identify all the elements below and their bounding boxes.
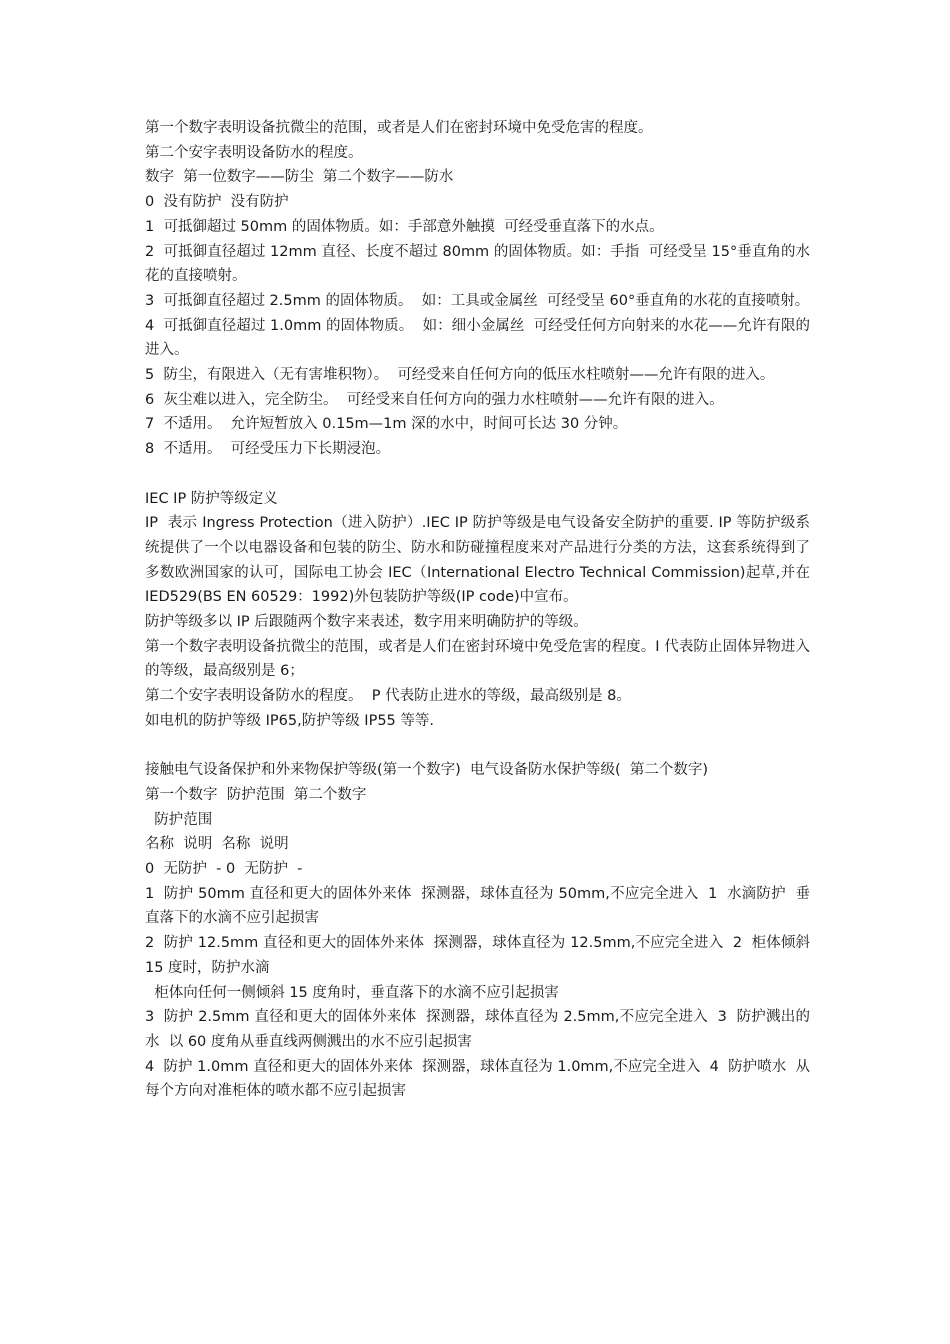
paragraph: 4 可抵御直径超过 1.0mm 的固体物质。 如：细小金属丝 可经受任何方向射来的水花——允许有限的进入。 xyxy=(145,317,810,359)
paragraph: 5 防尘，有限进入（无有害堆积物）。 可经受来自任何方向的低压水柱喷射——允许有限的进入。 xyxy=(145,367,775,384)
section-gap xyxy=(145,462,810,487)
paragraph: 如电机的防护等级 IP65,防护等级 IP55 等等. xyxy=(145,712,434,729)
paragraph: 名称 说明 名称 说明 xyxy=(145,836,289,853)
paragraph: 7 不适用。 允许短暂放入 0.15m—1m 深的水中，时间可长达 30 分钟。 xyxy=(145,416,628,433)
paragraph: 2 可抵御直径超过 12mm 直径、长度不超过 80mm 的固体物质。如：手指 可经受呈 15°垂直角的水花的直接喷射。 xyxy=(145,243,810,285)
section-ip-digit-table xyxy=(145,116,810,462)
paragraph: 数字 第一位数字——防尘 第二个数字——防水 xyxy=(145,169,454,186)
paragraph: 第二个安字表明设备防水的程度。 P 代表防止进水的等级，最高级别是 8。 xyxy=(145,688,631,705)
paragraph: 第一个数字 防护范围 第二个数字 xyxy=(145,786,367,803)
paragraph: 柜体向任何一侧倾斜 15 度角时，垂直落下的水滴不应引起损害 xyxy=(145,984,559,1001)
paragraph: 8 不适用。 可经受压力下长期浸泡。 xyxy=(145,441,391,458)
paragraph: 3 可抵御直径超过 2.5mm 的固体物质。 如：工具或金属丝 可经受呈 60°垂直角的水花的直接喷射。 xyxy=(145,292,810,309)
paragraph: 防护等级多以 IP 后跟随两个数字来表述，数字用来明确防护的等级。 xyxy=(145,614,588,631)
paragraph: 3 防护 2.5mm 直径和更大的固体外来体 探测器，球体直径为 2.5mm,不应完全进入 3 防护溅出的水 以 60 度角从垂直线两侧溅出的水不应引起损害 xyxy=(145,1009,810,1050)
paragraph: 0 无防护 - 0 无防护 - xyxy=(145,861,303,878)
paragraph: 1 防护 50mm 直径和更大的固体外来体 探测器，球体直径为 50mm,不应完全进入 1 水滴防护 垂直落下的水滴不应引起损害 xyxy=(145,885,810,927)
paragraph: 6 灰尘难以进入，完全防尘。 可经受来自任何方向的强力水柱喷射——允许有限的进入。 xyxy=(145,391,724,408)
paragraph: 第二个安字表明设备防水的程度。 xyxy=(145,144,363,161)
paragraph: IP 表示 Ingress Protection（进入防护）.IEC IP 防护等级是电气设备安全防护的重要. IP 等防护级系统提供了一个以电器设备和包装的防尘、防水和防碰撞程度来对产品进行分类的方法，这套系统得到了多数欧洲国家的认可，国际电工协会 IEC（International Electro Technical Commission)起草,并在 IED529(BS EN 60529：1992)外包装防护等级(IP code)中宣布。 xyxy=(145,515,815,606)
section-gap xyxy=(145,734,810,759)
paragraph: 接触电气设备保护和外来物保护等级(第一个数字) 电气设备防水保护等级( 第二个数字) xyxy=(145,762,709,779)
paragraph: 2 防护 12.5mm 直径和更大的固体外来体 探测器，球体直径为 12.5mm,不应完全进入 2 柜体倾斜 15 度时，防护水滴 xyxy=(145,935,815,976)
document-body xyxy=(145,116,815,1104)
paragraph: 防护范围 xyxy=(145,811,213,828)
section-heading: IEC IP 防护等级定义 xyxy=(145,490,278,507)
paragraph: 0 没有防护 没有防护 xyxy=(145,194,289,211)
section-protection-levels xyxy=(145,758,815,1104)
paragraph: 第一个数字表明设备抗微尘的范围，或者是人们在密封环境中免受危害的程度。 xyxy=(145,120,653,136)
section-iec-ip-definition xyxy=(145,487,815,734)
paragraph: 1 可抵御超过 50mm 的固体物质。如：手部意外触摸 可经受垂直落下的水点。 xyxy=(145,218,664,235)
paragraph: 4 防护 1.0mm 直径和更大的固体外来体 探测器，球体直径为 1.0mm,不应完全进入 4 防护喷水 从每个方向对准柜体的喷水都不应引起损害 xyxy=(145,1058,810,1100)
paragraph: 第一个数字表明设备抗微尘的范围，或者是人们在密封环境中免受危害的程度。I 代表防止固体异物进入的等级，最高级别是 6； xyxy=(145,638,810,680)
